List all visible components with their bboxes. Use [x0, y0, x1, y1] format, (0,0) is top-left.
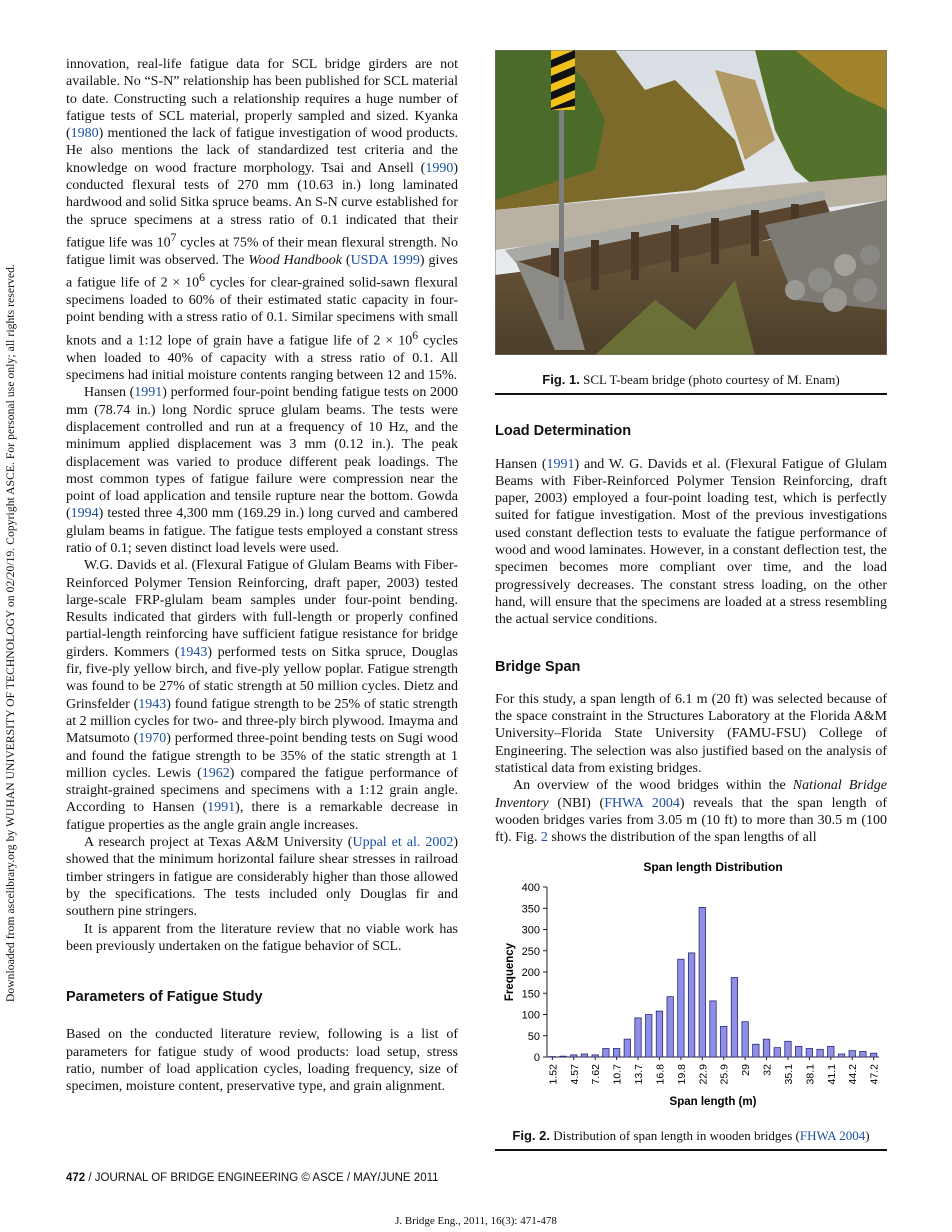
figure-2-caption: Fig. 2. Distribution of span length in wooden bridges (FHWA 2004)	[495, 1127, 887, 1151]
x-tick-label: 29	[740, 1063, 753, 1076]
figure-1-caption: Fig. 1. SCL T-beam bridge (photo courtesy of M. Enam)	[495, 371, 887, 395]
histogram-bar	[678, 959, 684, 1057]
left-column	[66, 56, 458, 1096]
histogram-bar	[656, 1011, 662, 1057]
histogram-bar	[624, 1039, 630, 1057]
x-tick-label: 25.9	[718, 1063, 731, 1084]
section-heading: Load Determination	[495, 423, 632, 440]
x-tick-label: 38.1	[804, 1063, 817, 1084]
y-tick-label: 400	[521, 881, 540, 894]
histogram-bar	[731, 977, 737, 1056]
histogram-bar	[710, 1000, 716, 1056]
paragraph: Based on the conducted literature review, following is a list of parameters for fatigue study of wood products: load setup, stress ratio, number of load application cycles, loading frequency, size of specimen, moisture content, preservative type, and grain alignment.	[66, 1027, 458, 1095]
x-tick-label: 44.2	[847, 1063, 860, 1084]
download-notice	[2, 20, 18, 1020]
histogram-bar	[870, 1053, 876, 1057]
citation-link[interactable]: 1970	[138, 731, 167, 747]
x-tick-label: 32	[761, 1063, 774, 1076]
paragraph: Hansen (1991) and W. G. Davids et al. (Flexural Fatigue of Glulam Beams with Fiber-Reinforced Polymer Tension Reinforcing, draft paper, 2003) employed a four-point loading test, which is perfectly suited for fatigue investigation. Most of the previous investigations used constant deflection tests to evaluate the fatigue performance of wood and wood laminates. However, in a constant deflection test, the specimen becomes more compliant over time, and the load progressively decreases. The constant stress loading, on the other hand, will ensure that the specimens are loaded at a stress resembling the actual service conditions.	[495, 456, 887, 628]
histogram-bar	[849, 1050, 855, 1056]
citation-link[interactable]: FHWA 2004	[799, 1127, 866, 1143]
citation-link[interactable]: USDA 1999	[350, 252, 420, 268]
citation-link[interactable]: 1991	[546, 456, 575, 472]
y-tick-label: 250	[521, 945, 540, 958]
y-tick-label: 300	[521, 924, 540, 937]
citation-link[interactable]: 1990	[425, 160, 454, 176]
histogram-bar	[699, 907, 705, 1057]
histogram-bar	[592, 1054, 598, 1056]
histogram-bar	[667, 996, 673, 1056]
histogram-bar	[838, 1054, 844, 1057]
histogram-bar	[646, 1014, 652, 1057]
x-tick-label: 1.52	[547, 1063, 560, 1084]
histogram-bar	[753, 1044, 759, 1057]
citation-link[interactable]: 1943	[179, 644, 208, 660]
y-tick-label: 0	[533, 1051, 540, 1064]
histogram-bar	[795, 1046, 801, 1057]
span-length-chart	[495, 857, 887, 1117]
x-tick-label: 7.62	[590, 1063, 603, 1084]
paragraph: innovation, real-life fatigue data for SCL bridge girders are not available. No “S-N” relationship has been published for SCL material to date. Constructing such a relationship requires a huge number of fatigue tests of SCL material, properly sampled and sized. Kyanka (1980) mentioned the lack of fatigue investigation of wood products. He also mentions the lack of standardized test criteria and the knowledge on wood fracture morphology. Tsai and Ansell (1990) conducted flexural tests of 270 mm (10.63 in.) long laminated hardwood and solid Sitka spruce beams. An S-N curve established for the spruce specimens at a stress ratio of 0.1 indicated that their fatigue life was $10^7$ cycles at 75% of their mean flexural strength. No fatigue limit was observed. The Wood Handbook (USDA 1999) gives a fatigue life of $2 \times 10^6$ cycles for clear-grained solid-sawn flexural specimens loaded to 60% of their estimated static capacity in four-point bending with a stress ratio of 0.1. Similar specimens with small knots and a 1:12 lope of grain have a fatigue life of $2 \times 10^6$ cycles when loaded to 40% of capacity with a stress ratio of 0.1. All specimens had initial moisture contents ranging between 12 and 15%.	[66, 57, 458, 384]
paragraph: W.G. Davids et al. (Flexural Fatigue of Glulam Beams with Fiber-Reinforced Polymer Tension Reinforcing, draft paper, 2003) tested large-scale FRP-glulam beam samples under four-point bending. Results indicated that girders with full-length or properly confined partial-length reinforcing have sufficient fatigue resistance for bridge girders. Kommers (1943) performed tests on Sitka spruce, Douglas fir, five-ply yellow birch, and five-ply yellow poplar. Fatigue strength was found to be 27% of static strength at 50 million cycles. Dietz and Grinsfelder (1943) found fatigue strength to be 25% of static strength at 2 million cycles for two- and three-ply birch plywood. Imayma and Matsumoto (1970) performed three-point bending tests on Sugi wood and found the fatigue strength to be 35% of the static strength at 1 million cycles. Lewis (1962) compared the fatigue performance of straight-grained specimens and specimens with a 1:12 grain angle. According to Hansen (1991), there is a remarkable decrease in fatigue properties as the angle grain angle increases.	[66, 558, 458, 833]
histogram-bar	[635, 1017, 641, 1056]
paragraph: A research project at Texas A&M University (Uppal et al. 2002) showed that the minimum horizontal failure shear stresses in railroad timber stringers in fatigue are considerably higher than those allowed by the specifications. The tests included only Douglas fir and southern pine stringers.	[66, 835, 459, 920]
chevron-sign	[551, 50, 575, 110]
paragraph: It is apparent from the literature review that no viable work has been previously undertaken on the fatigue behavior of SCL.	[66, 921, 458, 954]
y-tick-label: 350	[521, 902, 540, 915]
citation-link[interactable]: 1962	[201, 765, 230, 781]
citation-link[interactable]: FHWA 2004	[604, 795, 680, 811]
section-heading: Bridge Span	[495, 658, 581, 675]
section-heading: Parameters of Fatigue Study	[66, 989, 263, 1006]
chart-title: Span length Distribution	[643, 859, 783, 874]
citation-link[interactable]: 1991	[207, 800, 236, 816]
x-tick-label: 19.8	[675, 1063, 688, 1084]
histogram-bar	[806, 1048, 812, 1057]
paragraph: An overview of the wood bridges within the National Bridge Inventory (NBI) (FHWA 2004) reveals that the span length of wooden bridges varies from 3.05 m (10 ft) to more than 30.5 m (100 ft). Fig. 2 shows the distribution of the span lengths of all	[495, 778, 887, 846]
histogram-bar	[828, 1046, 834, 1057]
x-tick-label: 10.7	[611, 1063, 624, 1084]
citation-link[interactable]: 1943	[138, 696, 167, 712]
figure-link[interactable]: 2	[540, 830, 548, 846]
y-tick-label: 150	[521, 987, 540, 1000]
y-tick-label: 100	[521, 1009, 540, 1022]
histogram-bar	[785, 1041, 791, 1057]
histogram-bar	[774, 1047, 780, 1056]
y-tick-label: 50	[527, 1030, 540, 1043]
x-tick-label: 41.1	[825, 1063, 838, 1084]
histogram-bar	[560, 1056, 566, 1057]
histogram-bar	[742, 1021, 748, 1056]
y-axis-label: Frequency	[504, 942, 516, 1001]
bridge-photo	[495, 50, 887, 355]
x-tick-label: 16.8	[654, 1063, 667, 1084]
histogram-bar	[688, 952, 694, 1056]
histogram-bar	[763, 1039, 769, 1057]
citation-link[interactable]: 1980	[70, 126, 99, 142]
x-tick-label: 35.1	[782, 1063, 795, 1084]
histogram-bar	[860, 1051, 866, 1057]
histogram-bar	[720, 1026, 726, 1057]
journal-citation: J. Bridge Eng., 2011, 16(3): 471-478	[395, 1215, 557, 1227]
x-tick-label: 22.9	[697, 1063, 710, 1084]
histogram-bar	[613, 1048, 619, 1057]
histogram-bar	[581, 1054, 587, 1057]
citation-link[interactable]: Uppal et al. 2002	[352, 835, 454, 851]
right-column	[495, 50, 887, 1151]
x-tick-label: 47.2	[868, 1063, 881, 1084]
paragraph: Hansen (1991) performed four-point bending fatigue tests on 2000 mm (78.74 in.) long Nordic spruce glulam beams. The tests were displacement controlled and run at a frequency of 10 Hz, and the minimum applied displacement was 3 mm (0.12 in.). The peak displacement was varied to produce different peak loadings. The most common types of fatigue failure were compression near the point of load application and tensile rupture near the bottom. Gowda (1994) tested three 4,300 mm (169.29 in.) long curved and cambered glulam beams in fatigue. The fatigue tests employed a constant stress ratio of 0.1; seven distinct load levels were used.	[66, 385, 458, 556]
x-tick-label: 4.57	[568, 1063, 581, 1084]
y-tick-label: 200	[521, 966, 540, 979]
page-footer: 472 / JOURNAL OF BRIDGE ENGINEERING © ASCE / MAY/JUNE 2011	[66, 1172, 439, 1184]
histogram-bar	[817, 1049, 823, 1057]
histogram-bar	[603, 1048, 609, 1057]
download-notice-text: Downloaded from ascelibrary.org by WUHAN UNIVERSITY OF TECHNOLOGY on 02/20/19. Copyright ASCE. For personal use only; all rights reserved.	[5, 264, 17, 1002]
citation-link[interactable]: 1994	[70, 506, 99, 522]
citation-link[interactable]: 1991	[134, 385, 163, 401]
x-axis-label: Span length (m)	[669, 1095, 757, 1108]
paragraph: For this study, a span length of 6.1 m (20 ft) was selected because of the space constraint in the Structures Laboratory at the Florida A&M University–Florida State University (FAMU-FSU) College of Engineering. The selection was also justified based on the analysis of statistical data from existing bridges.	[495, 691, 887, 777]
histogram-bar	[571, 1054, 577, 1056]
x-tick-label: 13.7	[633, 1063, 646, 1084]
